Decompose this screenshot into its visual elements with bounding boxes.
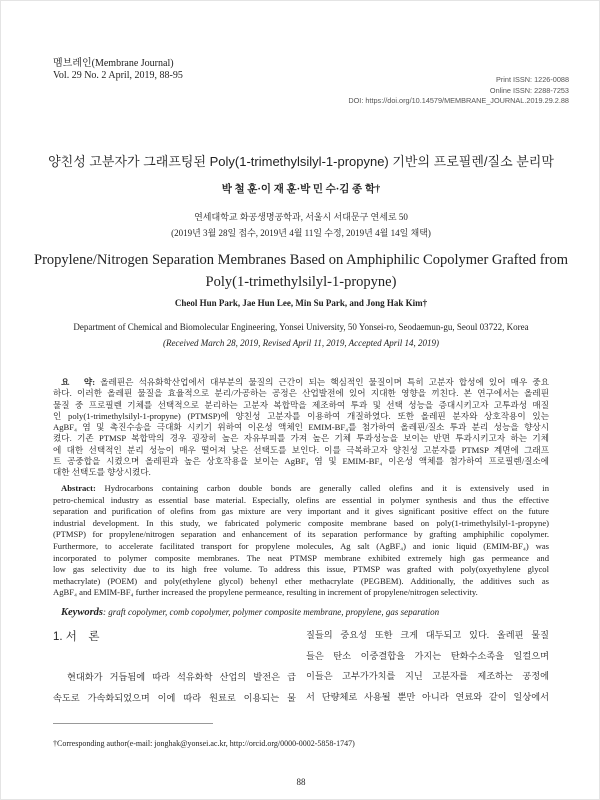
footnote-divider xyxy=(53,723,213,724)
abstract-line: AgBF₄ and EMIM-BF₄ further increased the propylene permeance, resulting in increment of propylene/nitrogen selectivity. xyxy=(53,587,478,598)
page-number: 88 xyxy=(296,777,306,787)
english-abstract-label: Abstract: xyxy=(61,483,96,493)
english-dates: (Received March 28, 2019, Revised April 11, 2019, Accepted April 14, 2019) xyxy=(163,338,439,348)
body-line: 질들의 중요성 또한 크게 대두되고 있다. 올레핀 물질 xyxy=(306,630,549,640)
abstract-line: 물질 중 프로필렌 기체를 선택적으로 분리하는 고분자 복합막을 제조하여 투과 및 선택 성능을 증대시키고자 고투과성 매질 xyxy=(53,399,549,410)
korean-affiliation: 연세대학교 화공생명공학과, 서울시 서대문구 연세로 50 xyxy=(194,212,408,222)
abstract-line: (PTMSP) for propylene/nitrogen separation and enhancement of its separation performance by grafting amphiphilic copolymer. xyxy=(53,529,549,540)
print-issn: Print ISSN: 1226-0088 xyxy=(495,75,569,84)
abstract-line: 켰다. 기존 PTMSP 복합막의 경우 굉장히 높은 자유부피를 가져 높은 기체 투과성능을 보이는 반면 투과시키고자 하는 기체 xyxy=(53,433,549,444)
abstract-line: low gas selectivity due to its high free volume. To address this issue, PTMSP was grafted with poly(oxyethylene glycol xyxy=(53,564,549,575)
abstract-line: Furthermore, to accelerate facilitated transport for propylene molecules, Ag salt (AgBF₄) and ionic liquid (EMIM-BF₄) was xyxy=(53,540,549,551)
english-title-line: Poly(1-trimethylsilyl-1-propyne) xyxy=(205,274,397,290)
abstract-line: AgBF₄ 염 및 촉진수송을 극대화 시키기 위하여 이온성 액체인 EMIM-BF₄를 첨가하여 올레핀/질소 투과 분리 성능을 향상시 xyxy=(53,422,549,433)
abstract-line: incorporated to polymer composite membranes. The neat PTMSP membrane exhibited extremely high gas permeance and xyxy=(53,552,549,563)
keywords-label: Keywords xyxy=(61,607,103,618)
body-line: 현대화가 거듭됨에 따라 석유화학 산업의 발전은 급 xyxy=(53,672,296,682)
issn-block xyxy=(348,75,569,107)
abstract-line: petro-chemical industry as essential base material. Especially, olefins are essential in polymer synthesis and thus the effective xyxy=(53,494,549,505)
body-line: 속도로 가속화되었으며 이에 따라 원료로 이용되는 물 xyxy=(53,692,296,703)
english-department: Department of Chemical and Biomolecular Engineering, Yonsei University, 50 Yonsei-ro, Seodaemun-gu, Seoul 03722, Korea xyxy=(73,322,529,332)
abstract-line: 하다. 이러한 올레핀 물질을 효율적으로 분리/가공하는 공정은 산업발전에 있어 지대한 영향을 끼친다. 본 연구에서는 올레핀 xyxy=(53,388,549,399)
right-column xyxy=(306,625,549,707)
journal-volume: Vol. 29 No. 2 April, 2019, 88-95 xyxy=(53,70,183,81)
online-issn: Online ISSN: 2288-7253 xyxy=(489,85,569,95)
body-line: 이들은 고부가가치를 지닌 고분자를 제조하는 공정에 xyxy=(306,671,549,681)
english-authors: Cheol Hun Park, Jae Hun Lee, Min Su Park, and Jong Hak Kim† xyxy=(174,298,428,308)
korean-dates: (2019년 3월 28일 접수, 2019년 4월 11일 수정, 2019년 4월 14일 채택) xyxy=(171,228,431,238)
section-heading: 1. 서 론 xyxy=(53,631,100,643)
body-line: 서 단량체로 사용될 뿐만 아니라 연료와 같이 일상에서 xyxy=(306,691,549,702)
keywords xyxy=(61,607,439,618)
abstract-line: Hydrocarbons containing carbon double bonds are generally called olefins and it is extensively used in xyxy=(95,483,549,493)
english-abstract xyxy=(53,483,549,600)
english-title-line: Propylene/Nitrogen Separation Membranes Based on Amphiphilic Copolymer Grafted from xyxy=(34,252,568,268)
english-title xyxy=(1,249,600,293)
journal-name: 멤브레인(Membrane Journal) xyxy=(53,58,174,69)
korean-abstract-label: 요 약: xyxy=(61,377,96,387)
left-column xyxy=(53,667,296,708)
abstract-line: industrial development. In this study, we fabricated polymeric composite membrane based on poly(1-trimethylsilyl-1-propyne) xyxy=(53,517,549,528)
korean-title: 양친성 고분자가 그래프팅된 Poly(1-trimethylsilyl-1-propyne) 기반의 프로필렌/질소 분리막 xyxy=(48,154,554,169)
footnote: †Corresponding author(e-mail: jonghak@yonsei.ac.kr, http://orcid.org/0000-0002-5858-1747) xyxy=(53,739,355,748)
korean-authors: 박 철 훈·이 재 훈·박 민 수·김 종 학† xyxy=(221,184,381,195)
abstract-line: 에 대한 선택적인 분리 성능이 매우 떨어져 낮은 선택도를 보인다. 이를 극복하고자 양친성 고분자를 PTMSP 계면에 그래프 xyxy=(53,444,549,455)
doi: DOI: https://doi.org/10.14579/MEMBRANE_JOURNAL.2019.29.2.88 xyxy=(348,96,569,105)
abstract-line: methacrylate) (POEM) and poly(ethylene glycol) behenyl ether methacrylate (PEGBEM). Additionally, the additives such as xyxy=(53,575,549,586)
abstract-line: separation and purification of olefins from gas mixture are very important and it gives significant positive effect on the future xyxy=(53,506,549,517)
abstract-line: 올레핀은 석유화학산업에서 대부분의 물질의 근간이 되는 핵심적인 물질이며 특히 고분자 합성에 있어 매우 중요 xyxy=(95,377,549,387)
keywords-text: : graft copolymer, comb copolymer, polymer composite membrane, propylene, gas separation xyxy=(103,607,440,617)
abstract-line: 대한 선택도를 향상시켰다. xyxy=(53,467,151,478)
body-line: 들은 탄소 이중결합을 가지는 탄화수소족을 일컬으며 xyxy=(306,650,549,661)
korean-abstract xyxy=(53,377,549,479)
abstract-line: 트 공중합을 시켰으며 올레핀과 높은 상호작용을 보이는 AgBF₄ 염 및 EMIM-BF₄ 이온성 액체를 첨가하여 프로필렌/질소에 xyxy=(53,456,549,467)
abstract-line: 인 poly(1-trimethylsilyl-1-propyne) (PTMSP)에 양친성 고분자를 이용하여 개질하였다. 또한 올레핀 분자와 상호작용이 있는 xyxy=(53,410,549,421)
